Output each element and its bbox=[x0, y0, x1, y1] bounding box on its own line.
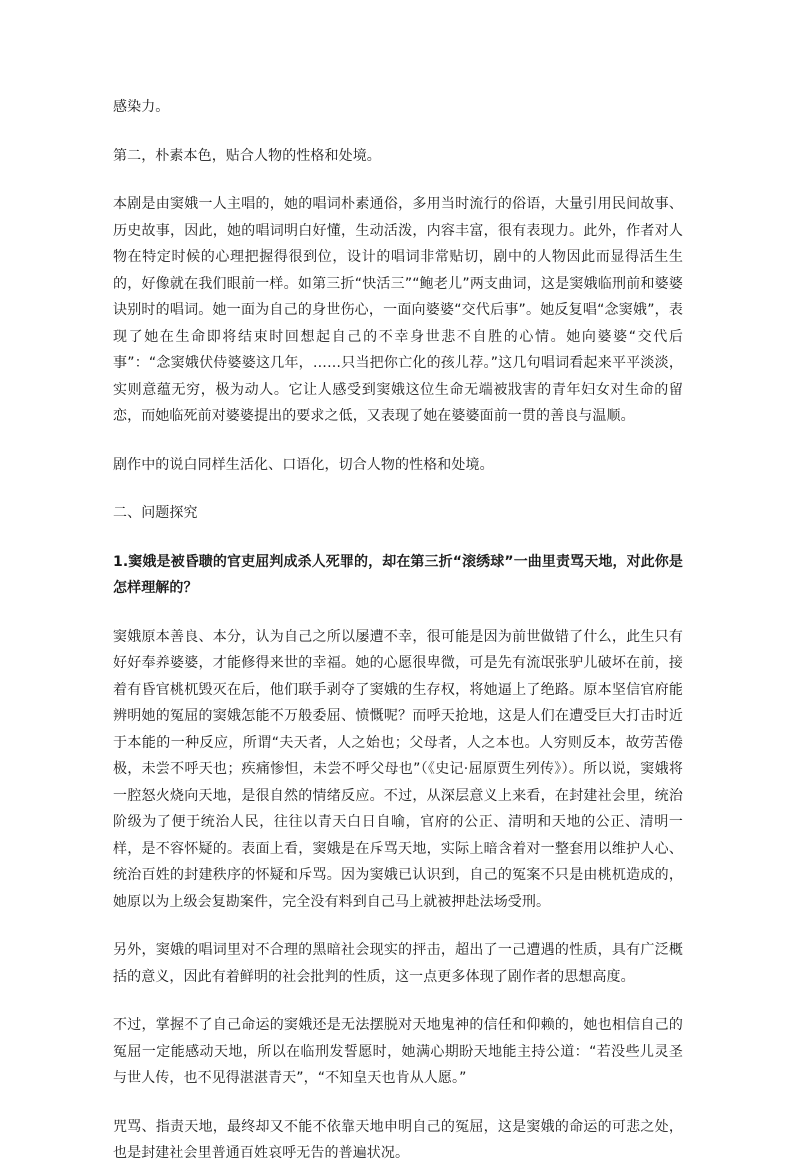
section-heading: 二、问题探究 bbox=[113, 505, 198, 521]
paragraph-gap bbox=[113, 527, 683, 549]
paragraph-3: 本剧是由窦娥一人主唱的，她的唱词朴素通俗，多用当时流行的俗语，大量引用民间故事、历史故事，因此，她的唱词明白好懂，生动活泼，内容丰富，很有表现力。此外，作者对人物在特定时候的心理把握得很到位，设计的唱词非常贴切，剧中的人物因此而显得活生生的，好像就在我们眼前一样。如第三折“快活三”“鲍老儿”两支曲词，这是窦娥临刑前和婆婆诀别时的唱词。她一面为自己的身世伤心，一面向婆婆“交代后事”。她反复唱“念窦娥”，表现了她在生命即将结束时回想起自己的不幸身世悲不自胜的心情。她向婆婆“交代后事”：“念窦娥伏侍婆婆这几年，……只当把你亡化的孩儿荐。”这几句唱词看起来平平淡淡，实则意蕴无穷，极为动人。它让人感受到窦娥这位生命无端被戕害的青年妇女对生命的留恋，而她临死前对婆婆提出的要求之低，又表现了她在婆婆面前一贯的善良与温顺。 bbox=[113, 196, 683, 424]
paragraph-gap bbox=[113, 121, 683, 143]
paragraph-gap bbox=[113, 990, 683, 1012]
question-1: 1.窦娥是被昏聩的官吏屈判成杀人死罪的，却在第三折“滚绣球”一曲里责骂天地，对此你是怎样理解的？ bbox=[113, 553, 683, 596]
paragraph-gap bbox=[113, 602, 683, 624]
paragraph-1: 感染力。 bbox=[113, 99, 170, 115]
paragraph-gap bbox=[113, 430, 683, 452]
paragraph-gap bbox=[113, 1092, 683, 1114]
paragraph-4: 剧作中的说白同样生活化、口语化，切合人物的性格和处境。 bbox=[113, 456, 494, 473]
paragraph-gap bbox=[113, 915, 683, 937]
paragraph-2: 第二，朴素本色，贴合人物的性格和处境。 bbox=[113, 147, 381, 164]
paragraph-8: 另外，窦娥的唱词里对不合理的黑暗社会现实的抨击，超出了一己遭遇的性质，具有广泛概括的意义，因此有着鲜明的社会批判的性质，这一点更多体现了剧作者的思想高度。 bbox=[113, 942, 683, 985]
paragraph-7: 窦娥原本善良、本分，认为自己之所以屡遭不幸，很可能是因为前世做错了什么，此生只有好好奉养婆婆，才能修得来世的幸福。她的心愿很卑微，可是先有流氓张驴儿破坏在前，接着有昏官桃杌毁灭在后，他们联手剥夺了窦娥的生存权，将她逼上了绝路。原本坚信官府能辨明她的冤屈的窦娥怎能不万般委屈、愤慨呢？而呼天抢地，这是人们在遭受巨大打击时近于本能的一种反应，所谓“夫天者，人之始也；父母者，人之本也。人穷则反本，故劳苦倦极，未尝不呼天也；疾痛惨怛，未尝不呼父母也”（《史记·屈原贾生列传》）。所以说，窦娥将一腔怒火烧向天地，是很自然的情绪反应。不过，从深层意义上来看，在封建社会里，统治阶级为了便于统治人民，往往以青天白日自喻，官府的公正、清明和天地的公正、清明一样，是不容怀疑的。表面上看，窦娥是在斥骂天地，实际上暗含着对一整套用以维护人心、统治百姓的封建秩序的怀疑和斥骂。因为窦娥已认识到，自己的冤案不只是由桃杌造成的，她原以为上级会复勘案件，完全没有料到自己马上就被押赴法场受刑。 bbox=[113, 628, 683, 910]
paragraph-gap bbox=[113, 169, 683, 191]
document-body bbox=[113, 94, 683, 1167]
paragraph-9: 不过，掌握不了自己命运的窦娥还是无法摆脱对天地鬼神的信任和仰赖的，她也相信自己的冤屈一定能感动天地，所以在临刑发誓愿时，她满心期盼天地能主持公道：“若没些儿灵圣与世人传，也不见得湛湛青天”，“不知皇天也肯从人愿。” bbox=[113, 1017, 683, 1086]
paragraph-gap bbox=[113, 478, 683, 500]
paragraph-10: 咒骂、指责天地，最终却又不能不依靠天地申明自己的冤屈，这是窦娥的命运的可悲之处，也是封建社会里普通百姓哀呼无告的普遍状况。 bbox=[113, 1118, 683, 1161]
